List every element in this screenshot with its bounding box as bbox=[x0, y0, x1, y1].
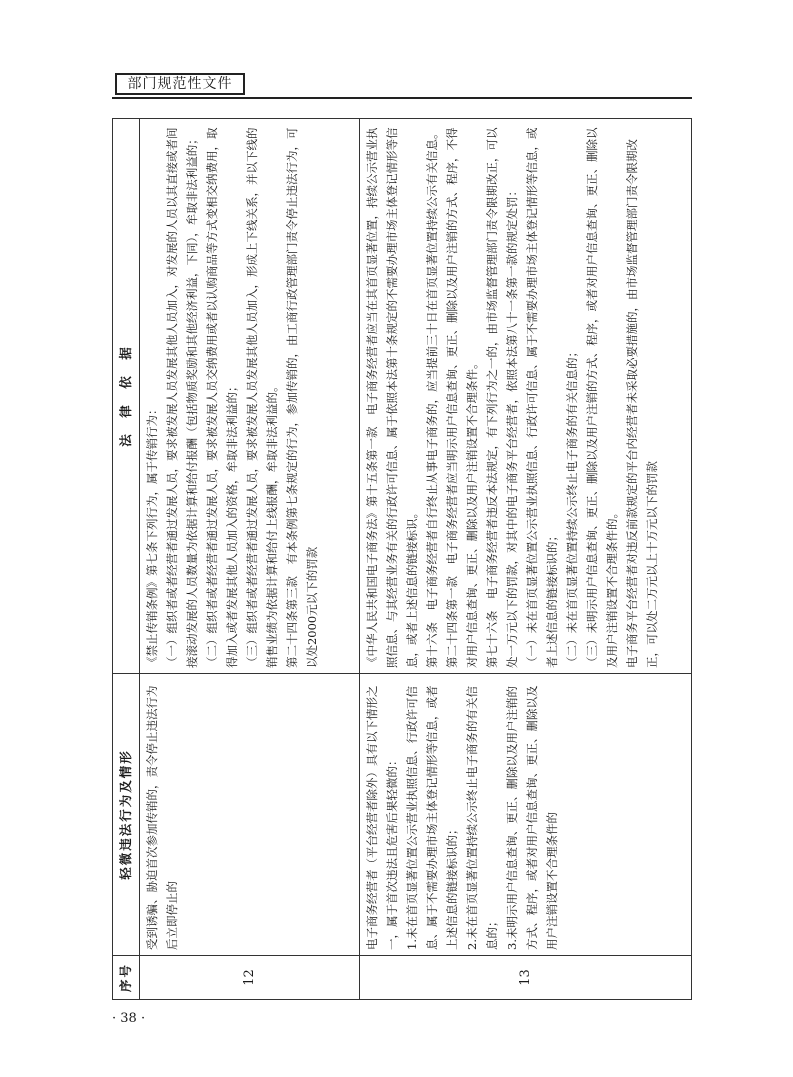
document-category-tag: 部门规范性文件 bbox=[115, 73, 245, 95]
legal-basis-line: 《中华人民共和国电子商务法》第十五条第一款 电子商务经营者应当在其首页显著位置，持续公示营业执照信息、与其经营业务有关的行政许可信息、属于依照本法第十条规定的不需要办理市场主体登记情形等信息，或者上述信息的链接标识。 bbox=[365, 127, 419, 669]
row-number: 13 bbox=[360, 955, 692, 999]
legal-basis-cell bbox=[360, 119, 692, 674]
table-row bbox=[140, 119, 360, 1000]
violation-description: 电子商务经营者（平台经营者除外）具有以下情形之一，属于首次违法且危害后果轻微的： 1.未在首页显著位置公示营业执照信息、行政许可信息、属于不需要办理市场主体登记情形等信息，或者上述信息的链接标识的； 2.未在首页显著位置持续公示终止电子商务的有关信息的； 3.未明示用户信息查询、更正、删除以及用户注销的方式、程序，或者对用户信息查询、更正、删除以及用户注销设置不合理条件的 bbox=[360, 674, 692, 956]
column-header-legal-basis: 法 律 依 据 bbox=[113, 119, 140, 674]
legal-basis-line: 第七十六条 电子商务经营者违反本法规定，有下列行为之一的，由市场监督管理部门责令限期改正，可以处一万元以下的罚款，对其中的电子商务平台经营者，依照本法第八十一条第一款的规定处罚： bbox=[485, 127, 519, 669]
legal-basis-line: （三）组织者或者经营者通过发展人员，要求被发展人员发展其他人员加入，形成上下线关系，并以下线的销售业绩为依据计算和给付上线报酬，牟取非法利益的。 bbox=[245, 127, 279, 669]
regulation-table bbox=[112, 118, 692, 1000]
table-header-row bbox=[113, 119, 140, 1000]
legal-basis-line: 第二十四条第一款 电子商务经营者应当明示用户信息查询、更正、删除以及用户注销的方式、程序，不得对用户信息查询、更正、删除以及用户注销设置不合理条件。 bbox=[445, 127, 479, 669]
row-number: 12 bbox=[140, 955, 360, 999]
legal-basis-line: （三）未明示用户信息查询、更正、删除以及用户注销的方式、程序，或者对用户信息查询、更正、删除以及用户注销设置不合理条件的。 bbox=[585, 127, 619, 669]
page-number: · 38 · bbox=[112, 1011, 146, 1026]
legal-basis-line: （二）组织者或者经营者通过发展人员，要求被发展人员交纳费用或者以认购商品等方式变相交纳费用，取得加入或者发展其他人员加入的资格，牟取非法利益的； bbox=[205, 127, 239, 669]
violation-description: 受到诱骗、胁迫首次参加传销的，责令停止违法行为后立即停止的 bbox=[140, 674, 360, 956]
regulation-table-rotated bbox=[112, 118, 692, 1000]
legal-basis-line: 《禁止传销条例》第七条下列行为，属于传销行为： bbox=[145, 403, 159, 669]
column-header-number: 序号 bbox=[113, 955, 140, 999]
legal-basis-line: 第二十四条第三款 有本条例第七条规定的行为，参加传销的，由工商行政管理部门责令停止违法行为，可以处2000元以下的罚款 bbox=[285, 127, 319, 669]
legal-basis-line: （一）组织者或者经营者通过发展人员，要求被发展人员发展其他人员加入，对发展的人员以其直接或者间接滚动发展的人员数量为依据计算和给付报酬（包括物质奖励和其他经济利益，下同），牟取非法利益的； bbox=[165, 127, 199, 669]
legal-basis-line: （二）未在首页显著位置持续公示终止电子商务的有关信息的； bbox=[565, 346, 579, 669]
legal-basis-line: 电子商务平台经营者对违反前款规定的平台内经营者未采取必要措施的，由市场监督管理部门责令限期改正，可以处二万元以上十万元以下的罚款 bbox=[625, 139, 659, 669]
column-header-violation: 轻微违法行为及情形 bbox=[113, 674, 140, 956]
table-row bbox=[360, 119, 692, 1000]
legal-basis-line: 第十六条 电子商务经营者自行终止从事电子商务的，应当提前三十日在首页显著位置持续公示有关信息。 bbox=[425, 127, 439, 669]
legal-basis-line: （一）未在首页显著位置公示营业执照信息、行政许可信息、属于不需要办理市场主体登记情形等信息，或者上述信息的链接标识的； bbox=[525, 127, 559, 669]
header-rule bbox=[112, 97, 692, 99]
legal-basis-cell bbox=[140, 119, 360, 674]
